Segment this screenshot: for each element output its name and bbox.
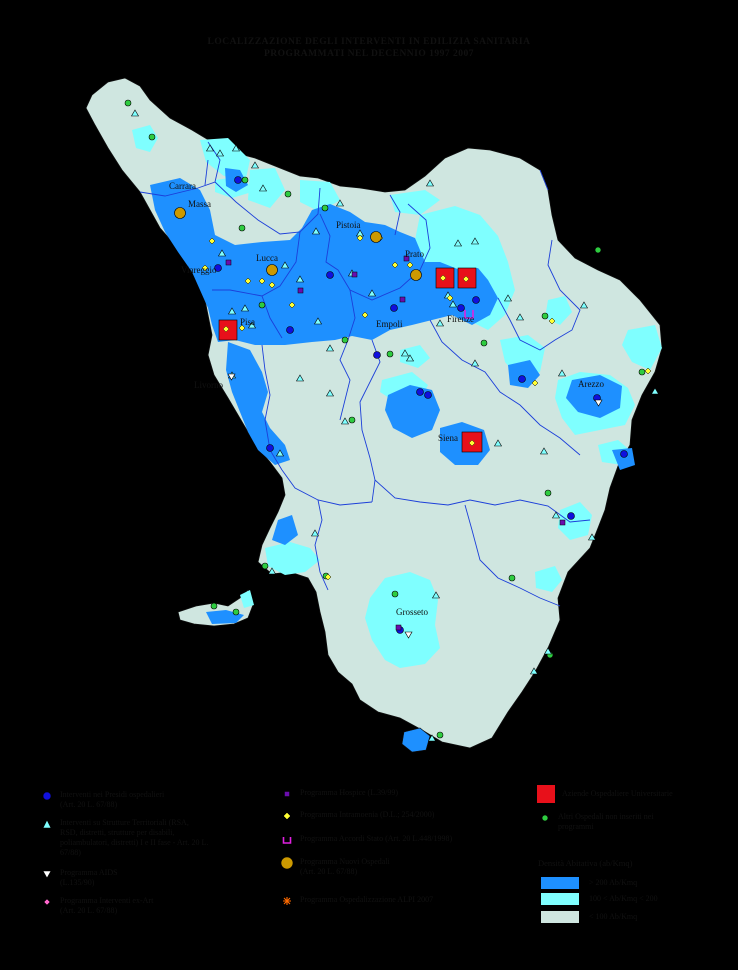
- legend-label: Interventi nei Presidi ospedalieri (Art. 20 L. 67/88): [60, 790, 165, 809]
- city-grosseto: Grosseto: [396, 607, 428, 617]
- density-title: Densità Abitativa (ab/Kmq): [538, 858, 633, 868]
- legend-label: Programma Interventi ex-Art (Art. 20 L. 67/88): [60, 896, 154, 915]
- orange-star-icon: [280, 895, 294, 907]
- legend-item-altri: [538, 812, 654, 832]
- green-dot-icon: [538, 812, 552, 824]
- legend-item-ex-art: [40, 896, 153, 916]
- legend-label: Programma AIDS (L.135/90): [60, 868, 118, 887]
- density-label: 100 < Ab/Kmq < 200: [589, 894, 658, 903]
- city-carrara: Carrara: [169, 181, 196, 191]
- city-prato: Prato: [405, 249, 424, 259]
- legend-label: Programma Nuovi Ospedali (Art. 20 L. 67/88): [300, 857, 390, 876]
- density-low-swatch: [541, 911, 579, 923]
- legend-label: Programma Ospedalizzazione ALPI 2007: [300, 895, 434, 904]
- density-mid: [541, 893, 658, 905]
- density-high: [541, 877, 637, 889]
- blue-dot-icon: [40, 790, 54, 802]
- legend-item-hospice: [280, 788, 398, 800]
- legend-item-presidi: [40, 790, 164, 810]
- triangle-icon: [40, 818, 54, 830]
- legend-label: Programma Intramoenia (D.L.; 254/2000): [300, 810, 435, 819]
- city-lucca: Lucca: [256, 253, 278, 263]
- legend-label: Aziende Ospedaliere Universitarie: [562, 789, 673, 798]
- gold-circle-icon: [280, 857, 294, 869]
- city-firenze: Firenze: [447, 314, 474, 324]
- legend-item-accordi: [280, 834, 452, 846]
- legend-item-aziende: [536, 784, 673, 804]
- red-square-icon: [536, 784, 556, 804]
- city-pisa: Pisa: [240, 317, 256, 327]
- legend-label: Programma Accordi Stato (Art. 20 L.448/1998): [300, 834, 453, 843]
- legend-item-intramoenia: [280, 810, 434, 822]
- city-viareggio: Viareggio: [181, 265, 217, 275]
- legend-item-aids: [40, 868, 118, 888]
- legend-item-strutture: [40, 818, 208, 858]
- city-empoli: Empoli: [376, 319, 403, 329]
- pink-diamond-icon: [40, 896, 54, 908]
- city-pistoia: Pistoia: [336, 220, 361, 230]
- legend-item-nuovi-ospedali: [280, 857, 390, 877]
- purple-square-icon: [280, 788, 294, 800]
- city-massa: Massa: [188, 199, 211, 209]
- density-low: [541, 911, 637, 923]
- map-title-line2: PROGRAMMATI NEL DECENNIO 1997 2007: [264, 49, 474, 59]
- density-mid-swatch: [541, 893, 579, 905]
- legend-label: Altri Ospedali non inseriti nei programmi: [558, 812, 654, 831]
- density-label: < 100 Ab/Kmq: [589, 912, 638, 921]
- city-arezzo: Arezzo: [578, 379, 604, 389]
- yellow-diamond-icon: [280, 810, 294, 822]
- magenta-bracket-icon: [280, 834, 294, 846]
- legend-label: Interventi su Strutture Territoriali (RSA, RSD, distretti, strutture per disabili, poliambulatori, distretti) I e II fase - Art. 20 L. 67/88): [60, 818, 209, 857]
- city-livorno: Livorno: [194, 380, 223, 390]
- density-label: > 200 Ab/Kmq: [589, 878, 638, 887]
- density-high-swatch: [541, 877, 579, 889]
- legend-item-alpi: [280, 895, 433, 907]
- map-title-line1: LOCALIZZAZIONE DEGLI INTERVENTI IN EDILIZIA SANITARIA: [207, 37, 531, 47]
- white-triangle-icon: [40, 868, 54, 880]
- city-siena: Siena: [438, 433, 458, 443]
- legend-label: Programma Hospice (L.39/99): [300, 788, 398, 797]
